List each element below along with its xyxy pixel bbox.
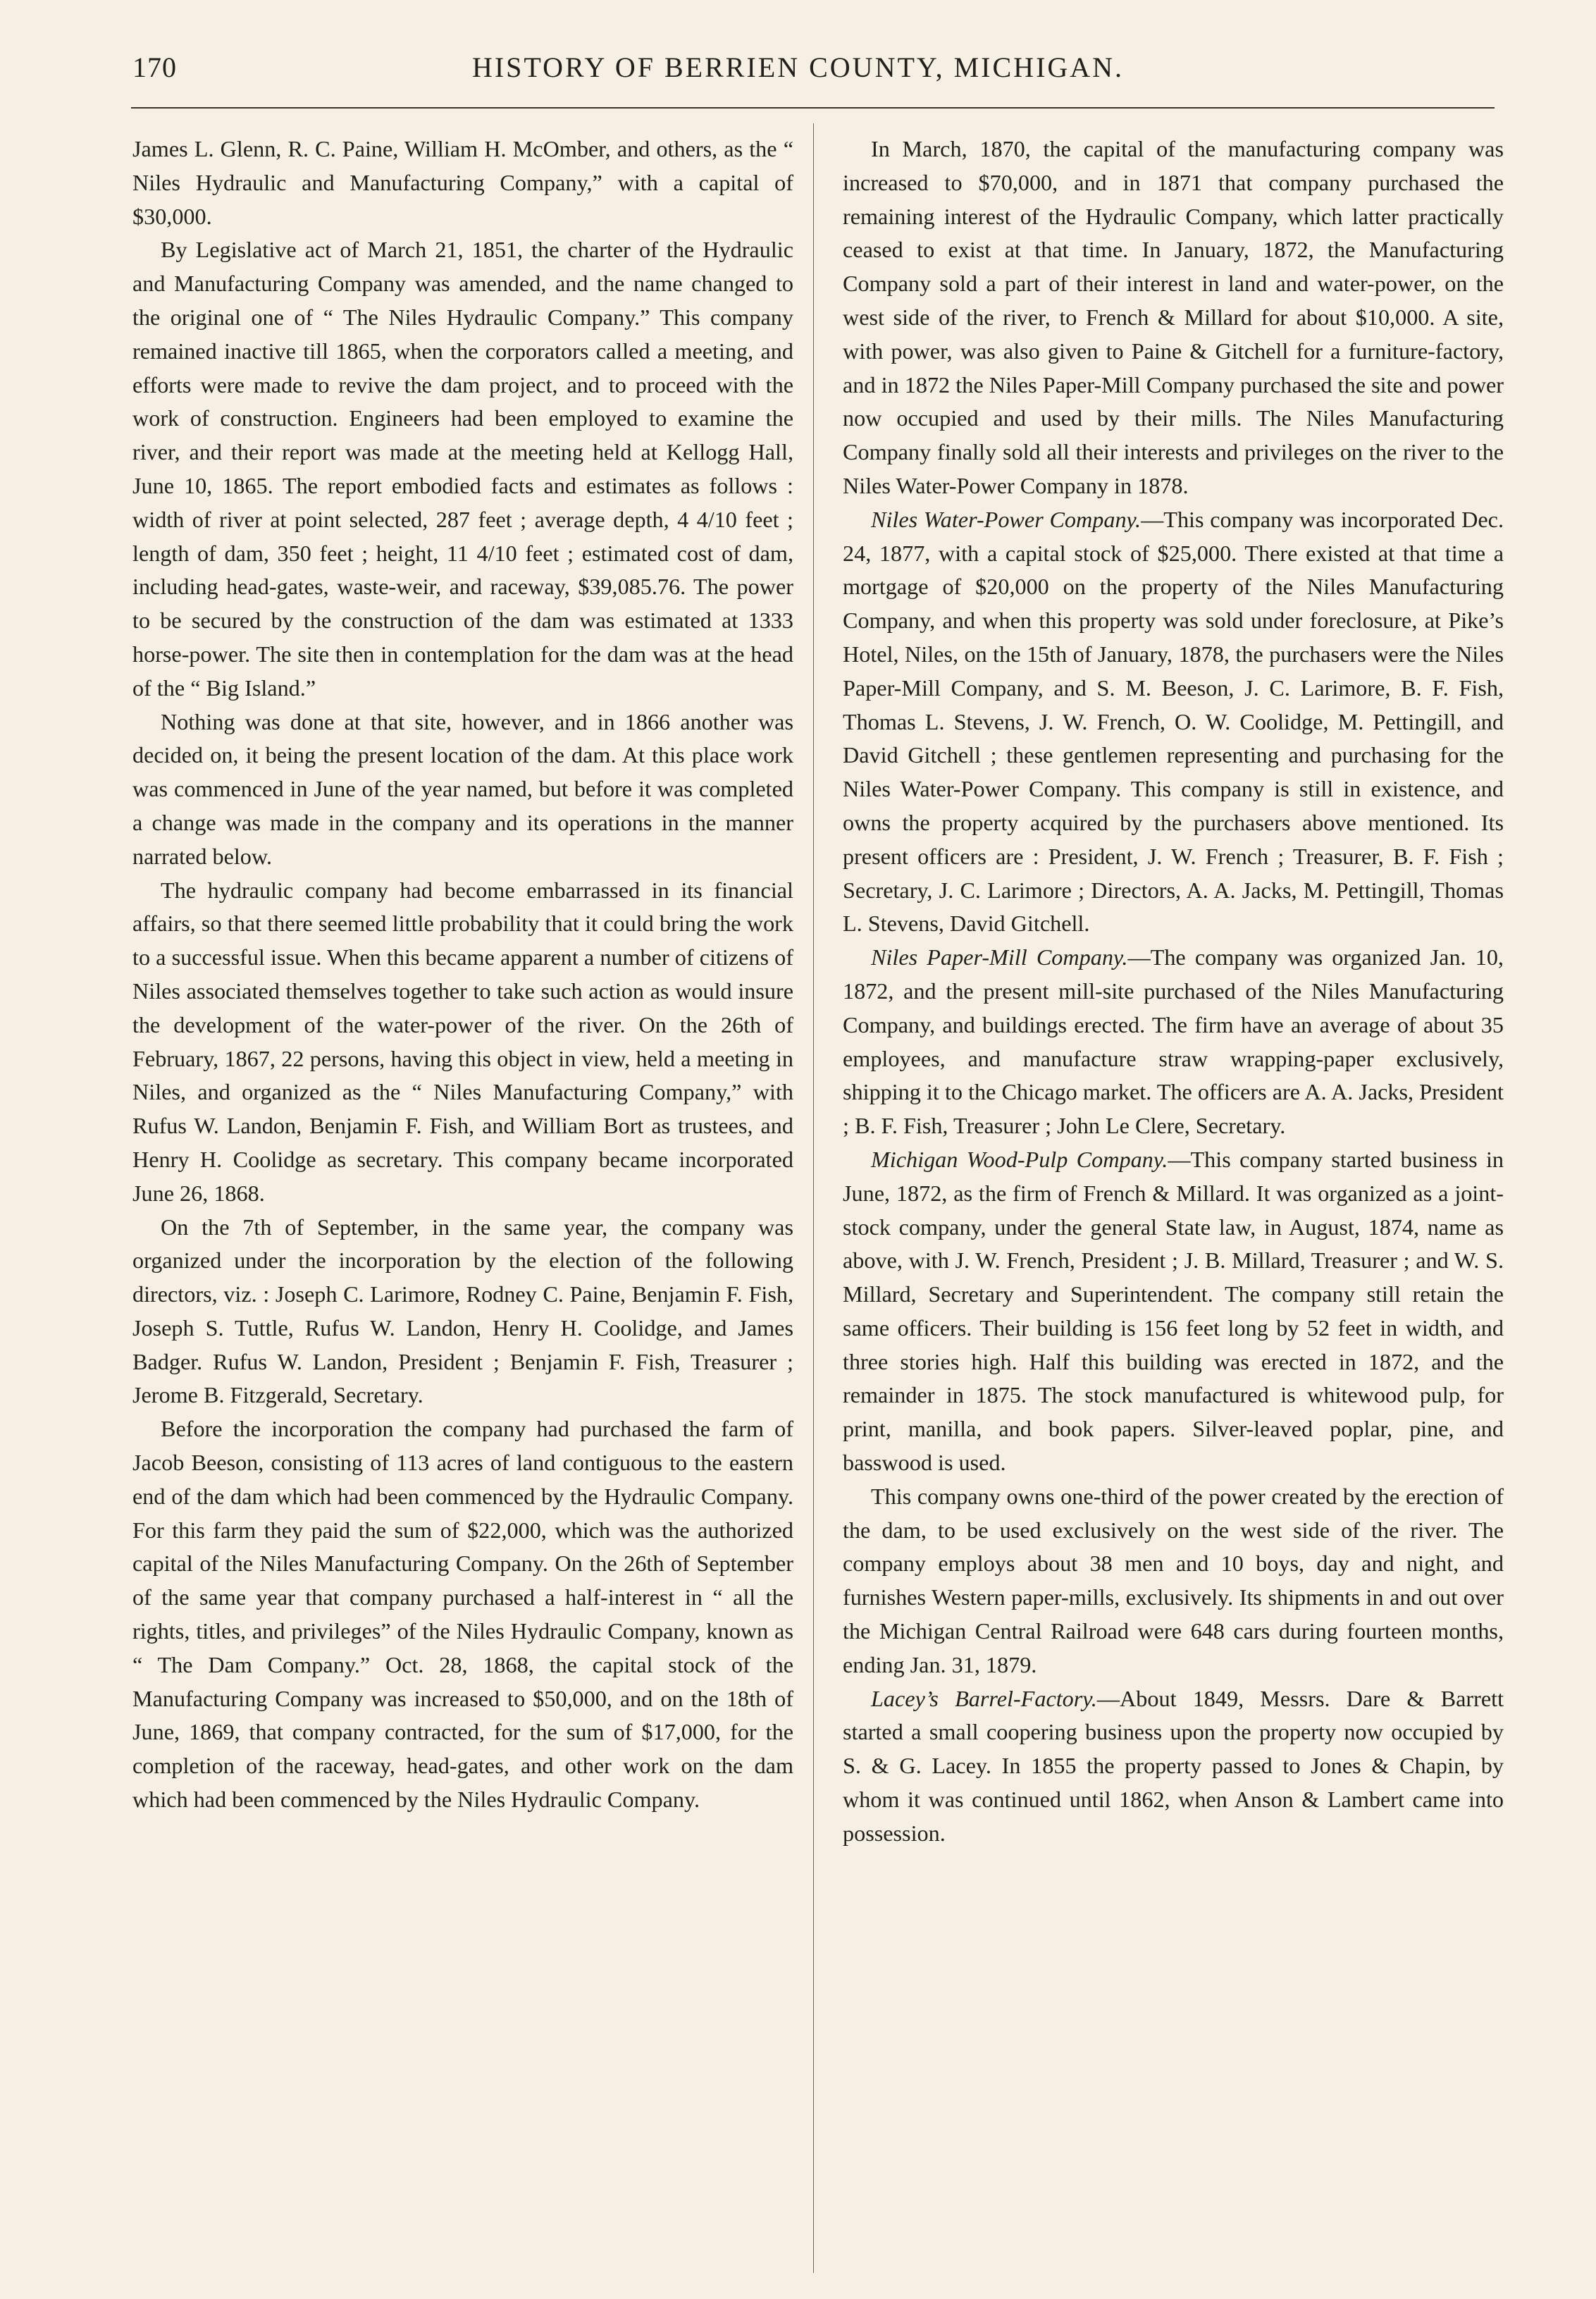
section-paragraph [843,1682,1504,1851]
paragraph: In March, 1870, the capital of the manufacturing company was increased to $70,000, and in 1871 that company purchased the remaining interest of the Hydraulic Company, which latter practically ceased to exist at that time. In January, 1872, the Manufacturing Company sold a part of their interest in land and water-power, on the west side of the river, to French & Millard for about $10,000. A site, with power, was also given to Paine & Gitchell for a furniture-factory, and in 1872 the Niles Paper-Mill Company purchased the site and power now occupied and used by their mills. The Niles Manufacturing Company finally sold all their interests and privileges on the river to the Niles Water-Power Company in 1878. [843,136,1504,498]
section-heading: Niles Paper-Mill Company. [871,944,1128,970]
section-text: —About 1849, Messrs. Dare & Barrett started a small coopering business upon the property now occupied by S. & G. Lacey. In 1855 the property passed to Jones & Chapin, by whom it was continued until 1862, when Anson & Lambert came into possession. [843,1685,1504,1846]
section-heading: Lacey’s Barrel-Factory. [871,1685,1097,1711]
page-number: 170 [132,51,177,83]
paragraph: By Legislative act of March 21, 1851, the charter of the Hydraulic and Manufacturing Company was amended, and the name changed to the original one of “ The Niles Hydraulic Company.” This company remained inactive till 1865, when the corporators called a meeting, and efforts were made to revive the dam project, and to proceed with the work of construction. Engineers had been employed to examine the river, and their report was made at the meeting held at Kellogg Hall, June 10, 1865. The report embodied facts and estimates as follows : width of river at point selected, 287 feet ; average depth, 4 4/10 feet ; length of dam, 350 feet ; height, 11 4/10 feet ; estimated cost of dam, including head-gates, waste-weir, and raceway, $39,085.76. The power to be secured by the construction of the dam was estimated at 1333 horse-power. The site then in contemplation for the dam was at the head of the “ Big Island.” [132,237,793,701]
section-text: —This company was incorporated Dec. 24, 1877, with a capital stock of $25,000. There existed at that time a mortgage of $20,000 on the property of the Niles Manufacturing Company, and when this property was sold under foreclosure, at Pike’s Hotel, Niles, on the 15th of January, 1878, the purchasers were the Niles Paper-Mill Company, and S. M. Beeson, J. C. Larimore, B. F. Fish, Thomas L. Stevens, J. W. French, O. W. Coolidge, M. Pettingill, and David Gitchell ; these gentlemen representing and purchasing for the Niles Water-Power Company. This company is still in existence, and owns the property acquired by the purchasers above mentioned. Its present officers are : President, J. W. French ; Treasurer, B. F. Fish ; Secretary, J. C. Larimore ; Directors, A. A. Jacks, M. Pettingill, Thomas L. Stevens, David Gitchell. [843,506,1504,937]
section-heading: Michigan Wood-Pulp Company. [871,1146,1168,1172]
header-rule [131,107,1495,109]
paragraph: On the 7th of September, in the same year, the company was organized under the incorporation by the election of the following directors, viz. : Joseph C. Larimore, Rodney C. Paine, Benjamin F. Fish, Joseph S. Tuttle, Rufus W. Landon, Henry H. Coolidge, and James Badger. Rufus W. Landon, President ; Benjamin F. Fish, Treasurer ; Jerome B. Fitzgerald, Secretary. [132,1214,793,1408]
right-column [843,132,1504,1851]
paragraph: The hydraulic company had become embarrassed in its financial affairs, so that there seemed little probability that it could bring the work to a successful issue. When this became apparent a number of citizens of Niles associated themselves together to take such action as would insure the development of the water-power of the river. On the 26th of February, 1867, 22 persons, having this object in view, held a meeting in Niles, and organized as the “ Niles Manufacturing Company,” with Rufus W. Landon, Benjamin F. Fish, and William Bort as trustees, and Henry H. Coolidge as secretary. This company became incorporated June 26, 1868. [132,877,793,1206]
left-column [132,132,793,1817]
section-text: —The company was organized Jan. 10, 1872, and the present mill-site purchased of the Niles Manufacturing Company, and buildings erected. The firm have an average of about 35 employees, and manufacture straw wrapping-paper exclusively, shipping it to the Chicago market. The officers are A. A. Jacks, President ; B. F. Fish, Treasurer ; John Le Clere, Secretary. [843,944,1504,1139]
section-paragraph [843,1143,1504,1480]
running-title: HISTORY OF BERRIEN COUNTY, MICHIGAN. [471,51,1125,83]
section-paragraph [843,503,1504,941]
paragraph: Before the incorporation the company had purchased the farm of Jacob Beeson, consisting of 113 acres of land contiguous to the eastern end of the dam which had been commenced by the Hydraulic Company. For this farm they paid the sum of $22,000, which was the authorized capital of the Niles Manufacturing Company. On the 26th of September of the same year that company purchased a half-interest in “ all the rights, titles, and privileges” of the Niles Hydraulic Company, known as “ The Dam Company.” Oct. 28, 1868, the capital stock of the Manufacturing Company was increased to $50,000, and on the 18th of June, 1869, that company contracted, for the sum of $17,000, for the completion of the raceway, head-gates, and other work on the dam which had been commenced by the Niles Hydraulic Company. [132,1416,793,1813]
paragraph: This company owns one-third of the power created by the erection of the dam, to be used exclusively on the west side of the river. The company employs about 38 men and 10 boys, day and night, and furnishes Western paper-mills, exclusively. Its shipments in and out over the Michigan Central Railroad were 648 cars during fourteen months, ending Jan. 31, 1879. [843,1483,1504,1677]
column-divider [813,123,814,2273]
section-text: —This company started business in June, 1872, as the firm of French & Millard. It was organized as a joint-stock company, under the general State law, in August, 1874, name as above, with J. W. French, President ; J. B. Millard, Treasurer ; and W. S. Millard, Secretary and Superintendent. The company still retain the same officers. Their building is 156 feet long by 52 feet in width, and three stories high. Half this building was erected in 1872, and the remainder in 1875. The stock manufactured is whitewood pulp, for print, manilla, and book papers. Silver-leaved poplar, pine, and basswood is used. [843,1146,1504,1476]
section-paragraph [843,941,1504,1143]
paragraph: Nothing was done at that site, however, and in 1866 another was decided on, it being the present location of the dam. At this place work was commenced in June of the year named, but before it was completed a change was made in the company and its operations in the manner narrated below. [132,708,793,869]
paragraph: James L. Glenn, R. C. Paine, William H. McOmber, and others, as the “ Niles Hydraulic and Manufacturing Company,” with a capital of $30,000. [132,136,793,229]
section-heading: Niles Water-Power Company. [871,506,1142,532]
